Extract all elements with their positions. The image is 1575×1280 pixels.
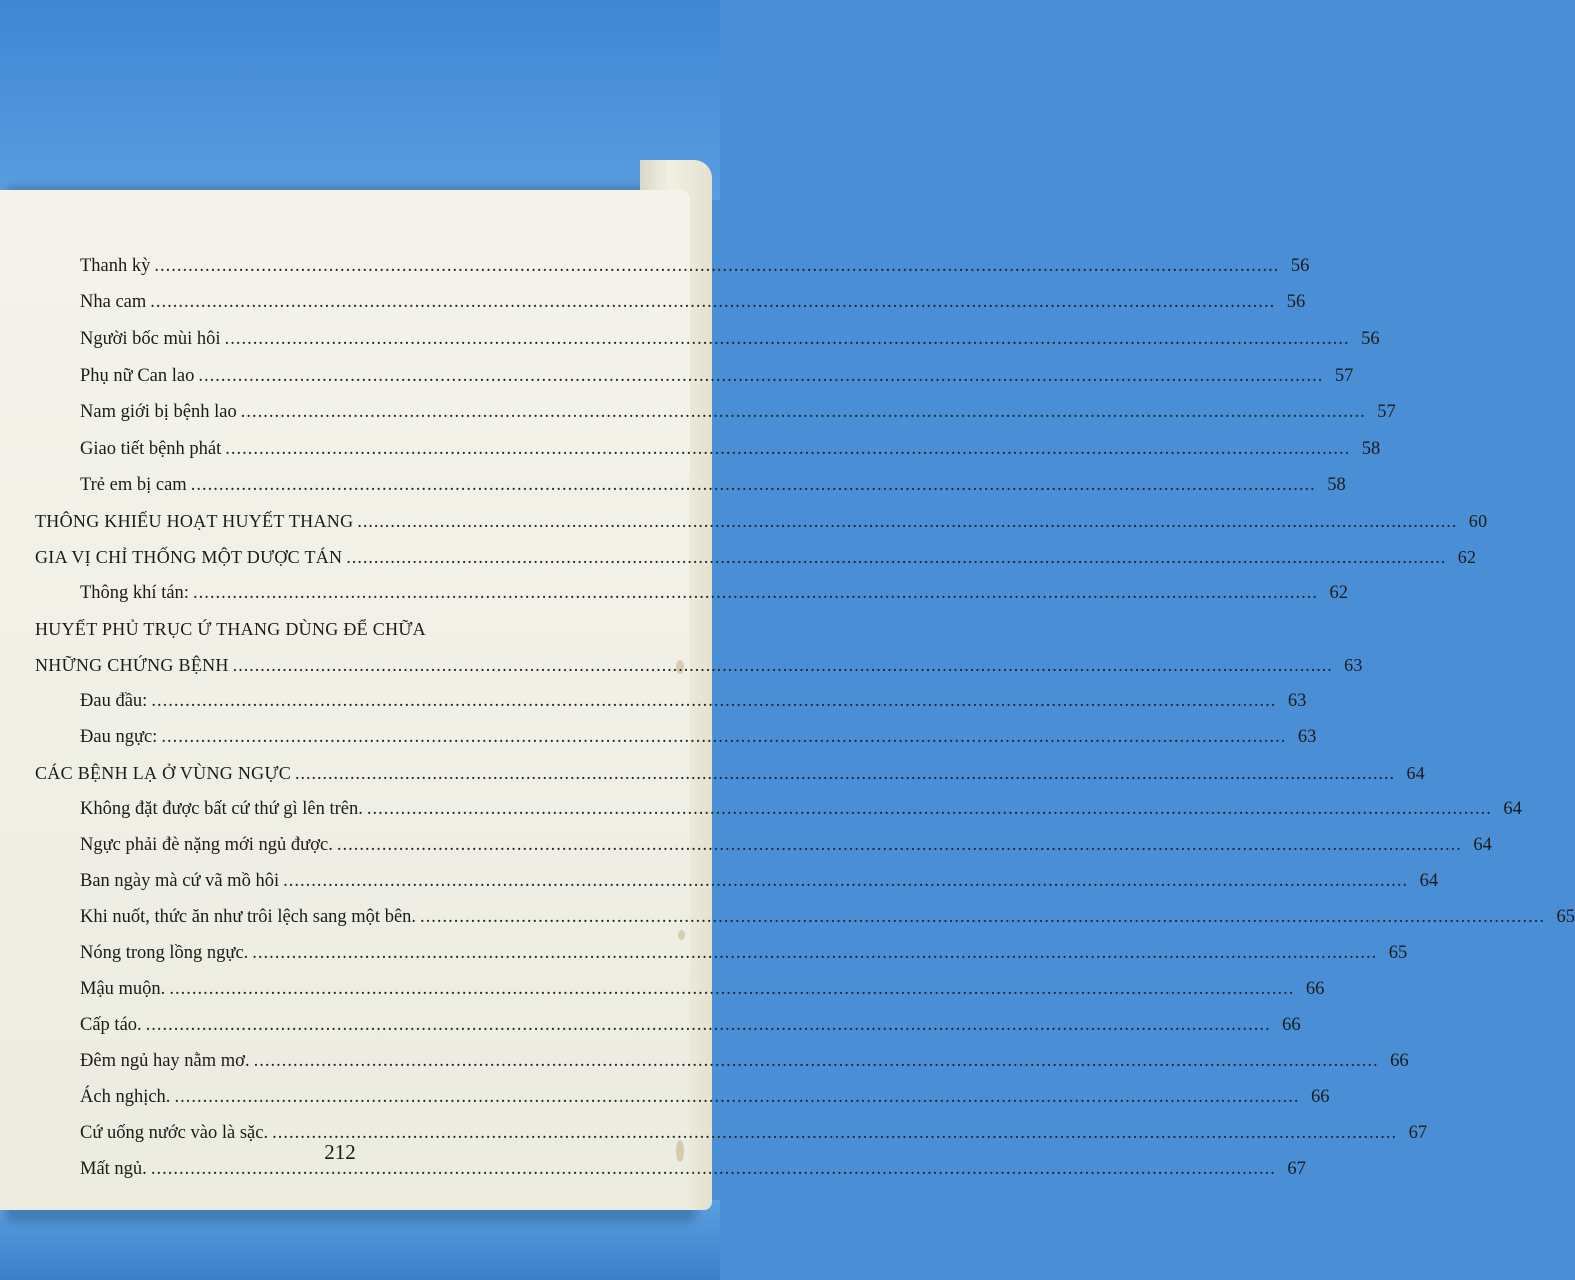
toc-leader-dots: ........................................................................................................................................................................................................ <box>232 655 1333 675</box>
toc-entry-title: Đau đầu: <box>80 691 148 711</box>
toc-leader-dots: ........................................................................................................................................................................................................ <box>420 907 1546 927</box>
toc-entry <box>80 475 1346 499</box>
toc-entry-page: 57 <box>1377 402 1396 422</box>
toc-entry <box>80 943 1408 967</box>
toc-leader-dots: ........................................................................................................................................................................................................ <box>240 402 1366 422</box>
toc-entry <box>80 727 1317 751</box>
toc-entry-page: 66 <box>1282 1015 1301 1035</box>
toc-leader-dots: ........................................................................................................................................................................................................ <box>283 871 1409 891</box>
toc-entry-page: 66 <box>1390 1051 1409 1071</box>
toc-entry-page: 63 <box>1344 655 1363 675</box>
toc-entry <box>80 1087 1330 1111</box>
toc-entry-page: 63 <box>1297 727 1317 747</box>
toc-leader-dots: ........................................................................................................................................................................................................ <box>252 943 1378 963</box>
toc-entry-page: 60 <box>1468 511 1488 531</box>
toc-entry-title: HUYẾT PHỦ TRỤC Ứ THANG DÙNG ĐỂ CHỮA <box>35 619 426 639</box>
toc-entry-title: Khi nuốt, thức ăn như trôi lệch sang một bên. <box>80 907 417 927</box>
toc-leader-dots: ........................................................................................................................................................................................................ <box>366 799 1492 819</box>
toc-entry <box>35 547 1477 571</box>
toc-leader-dots: ........................................................................................................................................................................................................ <box>151 691 1277 711</box>
toc-entry-page: 56 <box>1361 329 1380 349</box>
toc-entry-page: 56 <box>1286 292 1306 312</box>
toc-entry <box>80 583 1348 607</box>
toc-entry-page: 67 <box>1408 1123 1428 1143</box>
toc-leader-dots: ........................................................................................................................................................................................................ <box>272 1123 1398 1143</box>
toc-leader-dots: ........................................................................................................................................................................................................ <box>161 727 1287 747</box>
toc-leader-dots: ........................................................................................................................................................................................................ <box>346 547 1447 567</box>
toc-leader-dots: ........................................................................................................................................................................................................ <box>336 835 1462 855</box>
toc-entry-page: 62 <box>1329 583 1348 603</box>
toc-entry-page: 66 <box>1305 979 1325 999</box>
toc-entry <box>35 763 1426 787</box>
toc-entry-title: Không đặt được bất cứ thứ gì lên trên. <box>80 799 363 819</box>
toc-leader-dots: ........................................................................................................................................................................................................ <box>225 439 1351 459</box>
toc-entry <box>80 835 1492 859</box>
toc-leader-dots: ........................................................................................................................................................................................................ <box>145 1015 1271 1035</box>
toc-entry <box>80 691 1307 715</box>
toc-entry-title: Mất ngủ. <box>80 1159 147 1179</box>
toc-entry-page: 64 <box>1406 763 1426 783</box>
toc-entry <box>80 366 1354 390</box>
toc-entry <box>35 619 598 643</box>
toc-entry-title: NHỮNG CHỨNG BỆNH <box>35 655 229 675</box>
blue-background-top <box>0 0 720 200</box>
toc-entry-title: Phụ nữ Can lao <box>80 366 195 386</box>
toc-entry-title: Người bốc mùi hôi <box>80 329 221 349</box>
toc-entry-page: 63 <box>1287 691 1307 711</box>
toc-entry <box>80 256 1310 280</box>
page-number: 212 <box>324 1140 356 1164</box>
toc-entry-page: 58 <box>1361 439 1381 459</box>
toc-leader-dots: ........................................................................................................................................................................................................ <box>154 256 1280 276</box>
toc-entry-title: CÁC BỆNH LẠ Ở VÙNG NGỰC <box>35 763 292 783</box>
toc-leader-dots: ........................................................................................................................................................................................................ <box>192 583 1318 603</box>
toc-entry-page: 62 <box>1457 547 1477 567</box>
toc-entry-title: Ngực phải đè nặng mới ngủ được. <box>80 835 333 855</box>
toc-entry-page: 67 <box>1287 1159 1306 1179</box>
toc-entry-title: Nha cam <box>80 292 147 312</box>
toc-entry-title: Cấp táo. <box>80 1015 142 1035</box>
toc-entry-title: Ách nghịch. <box>80 1087 171 1107</box>
toc-leader-dots: ........................................................................................................................................................................................................ <box>357 511 1458 531</box>
toc-leader-dots: ........................................................................................................................................................................................................ <box>174 1087 1300 1107</box>
toc-entry <box>35 511 1488 535</box>
toc-entry <box>80 1015 1301 1039</box>
toc-entry-page: 66 <box>1310 1087 1330 1107</box>
toc-entry <box>80 329 1380 353</box>
toc-entry-title: Nam giới bị bệnh lao <box>80 402 237 422</box>
toc-leader-dots: ........................................................................................................................................................................................................ <box>253 1051 1379 1071</box>
toc-leader-dots: ........................................................................................................................................................................................................ <box>198 366 1324 386</box>
toc-entry-title: THÔNG KHIẾU HOẠT HUYẾT THANG <box>35 511 354 531</box>
toc-leader-dots: ........................................................................................................................................................................................................ <box>150 292 1276 312</box>
toc-entry-page: 64 <box>1503 799 1522 819</box>
toc-leader-dots: ........................................................................................................................................................................................................ <box>190 475 1316 495</box>
toc-leader-dots: ........................................................................................................................................................................................................ <box>150 1159 1276 1179</box>
toc-entry-title: Nóng trong lồng ngực. <box>80 943 249 963</box>
toc-entry <box>80 799 1522 823</box>
toc-entry <box>80 979 1325 1003</box>
toc-entry <box>80 871 1439 895</box>
toc-entry-title: Thông khí tán: <box>80 583 189 603</box>
toc-entry <box>80 439 1381 463</box>
toc-entry <box>80 402 1396 426</box>
toc-entry-page: 64 <box>1473 835 1492 855</box>
toc-entry-title: Cứ uống nước vào là sặc. <box>80 1123 269 1143</box>
toc-entry <box>80 292 1306 316</box>
toc-entry-title: Ban ngày mà cứ vã mồ hôi <box>80 871 280 891</box>
toc-leader-dots: ........................................................................................................................................................................................................ <box>295 763 1396 783</box>
toc-entry-title: GIA VỊ CHỈ THỐNG MỘT DƯỢC TÁN <box>35 547 343 567</box>
toc-entry-title: Mậu muộn. <box>80 979 166 999</box>
toc-entry <box>35 655 1363 679</box>
toc-entry-title: Đêm ngủ hay nằm mơ. <box>80 1051 250 1071</box>
toc-entry-title: Thanh kỳ <box>80 256 151 276</box>
toc-entry-title: Giao tiết bệnh phát <box>80 439 222 459</box>
toc-leader-dots: ........................................................................................................................................................................................................ <box>224 329 1350 349</box>
toc-entry-title: Trẻ em bị cam <box>80 475 187 495</box>
toc-entry-page: 64 <box>1419 871 1439 891</box>
toc-entry-title: Đau ngực: <box>80 727 158 747</box>
toc-entry <box>80 907 1575 931</box>
toc-entry-page: 65 <box>1556 907 1575 927</box>
toc-entry-page: 58 <box>1327 475 1346 495</box>
page-stain <box>678 930 685 940</box>
toc-entry-page: 65 <box>1388 943 1408 963</box>
toc-entry-page: 56 <box>1290 256 1310 276</box>
toc-leader-dots: ........................................................................................................................................................................................................ <box>169 979 1295 999</box>
toc-entry-page: 57 <box>1334 366 1354 386</box>
toc-entry <box>80 1051 1409 1075</box>
